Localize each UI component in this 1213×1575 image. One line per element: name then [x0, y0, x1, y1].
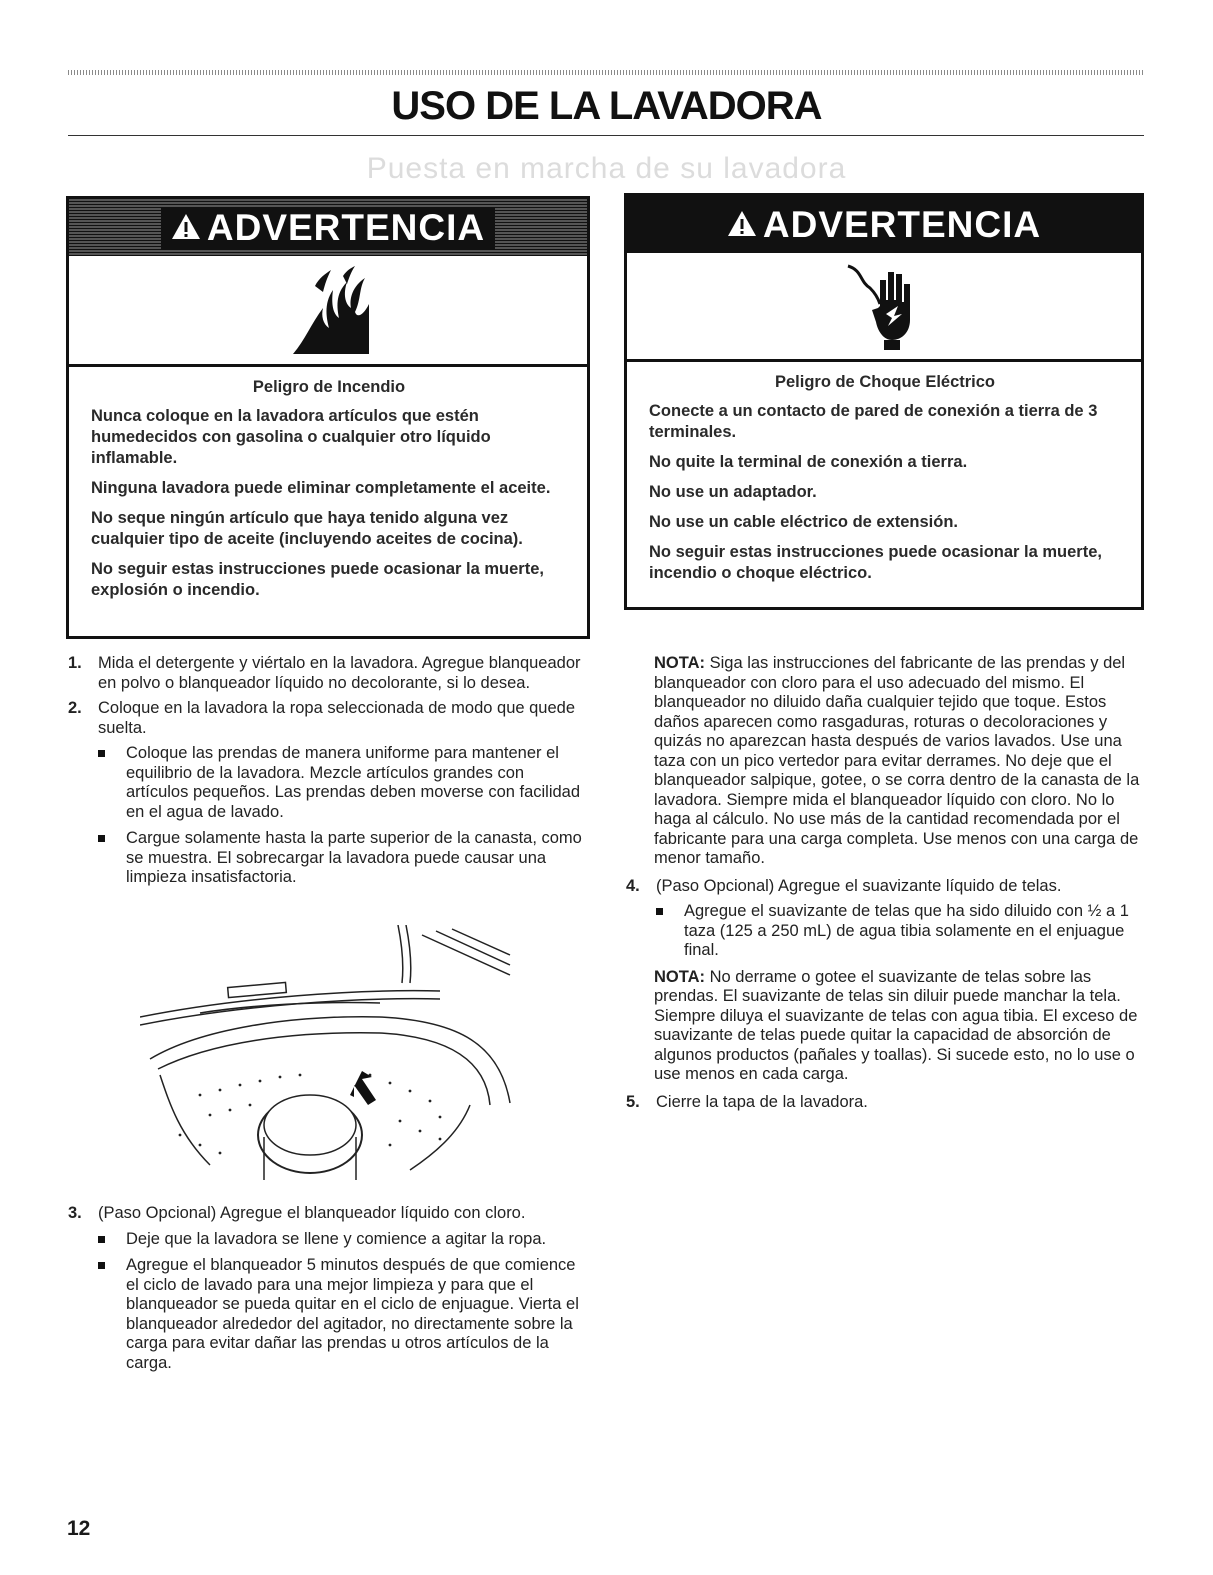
shock-warning-box — [624, 193, 1144, 610]
hazard-title: Peligro de Choque Eléctrico — [774, 373, 996, 391]
step-number: 5. — [626, 1092, 640, 1111]
left-column-step3 — [68, 1204, 588, 1380]
bullet-text: Agregue el suavizante de telas que ha sido diluido con ½ a 1 taza (125 a 250 mL) de agua tibia solamente en el enjuague final. — [684, 902, 1129, 959]
page-number: 12 — [67, 1517, 91, 1540]
warning-heading: ADVERTENCIA — [762, 203, 1042, 245]
step-text: (Paso Opcional) Agregue el suavizante líquido de telas. — [656, 876, 1062, 895]
left-column-steps — [68, 654, 588, 895]
warning-heading: ADVERTENCIA — [206, 206, 486, 248]
washer-basket-illustration — [140, 925, 520, 1180]
warning-line: No seque ningún artículo que haya tenido alguna vez cualquier tipo de aceite (incluyendo aceites de cocina). — [91, 509, 523, 548]
step-number: 2. — [68, 699, 82, 717]
shock-warning-text — [627, 362, 1141, 584]
electric-shock-icon — [844, 260, 924, 352]
bullet-square-icon — [98, 1236, 105, 1243]
warning-line: No use un adaptador. — [649, 483, 817, 501]
fire-icon-area — [69, 256, 587, 367]
warning-line: No quite la terminal de conexión a tierra. — [649, 453, 968, 471]
page-title: USO DE LA LAVADORA — [391, 84, 822, 128]
warning-line: Ninguna lavadora puede eliminar completamente el aceite. — [91, 479, 551, 497]
section-subtitle: Puesta en marcha de su lavadora — [366, 152, 847, 185]
step-5 — [626, 1093, 1146, 1113]
bullet-square-icon — [98, 750, 105, 757]
nota-label: NOTA: — [654, 654, 706, 672]
bullet-item — [626, 902, 1146, 961]
bullet-item — [68, 1256, 588, 1373]
right-column-steps — [626, 654, 1146, 1118]
bullet-square-icon — [98, 835, 105, 842]
shock-icon-area — [627, 253, 1141, 362]
title-rule — [68, 135, 1144, 136]
step-3 — [68, 1204, 588, 1224]
bullet-item — [68, 829, 588, 888]
fire-warning-text — [69, 367, 587, 601]
step-1 — [68, 654, 588, 693]
nota-paragraph — [626, 968, 1146, 1085]
step-2 — [68, 699, 588, 738]
bullet-item — [68, 1230, 588, 1250]
step-text: (Paso Opcional) Agregue el blanqueador líquido con cloro. — [98, 1204, 526, 1222]
hazard-title: Peligro de Incendio — [252, 378, 406, 396]
bullet-square-icon — [656, 908, 663, 915]
nota-text: Siga las instrucciones del fabricante de las prendas y del blanqueador con cloro para el uso adecuado del mismo. El blanqueador no diluido daña cualquier tejido que toque. Estos daños aparecen como rasgaduras, roturas o decoloraciones y quizás no aparezcan hasta después de varios lavados. Use una taza con un pico vertedor para evitar derrames. No deje que el blanqueador salpique, gotee, o se corra dentro de la canasta de la lavadora. Siempre mida el blanqueador líquido con cloro. No lo haga al cálculo. No use más de la cantidad recomendada por el fabricante para una carga completa. Use menos con una carga de menor tamaño. — [654, 654, 1140, 867]
bullet-text: Deje que la lavadora se llene y comience a agitar la ropa. — [126, 1229, 547, 1248]
step-text: Mida el detergente y viértalo en la lavadora. Agregue blanqueador en polvo o blanqueador líquido no decolorante, si lo desea. — [98, 654, 581, 692]
bullet-text: Agregue el blanqueador 5 minutos después de que comience el ciclo de lavado para una mejor limpieza y para que el blanqueador se pueda quitar en el ciclo de enjuague. Vierta el blanqueador alrededor del agitador, no directamente sobre la carga para evitar dañar las prendas u otros artículos de la carga. — [126, 1256, 579, 1372]
warning-line: Conecte a un contacto de pared de conexión a tierra de 3 terminales. — [649, 402, 1098, 441]
step-4 — [626, 877, 1146, 897]
step-number: 1. — [68, 654, 82, 672]
bullet-text: Coloque las prendas de manera uniforme para mantener el equilibrio de la lavadora. Mezcle artículos grandes con artículos pequeños. Las prendas deben moverse con facilidad en el agua de lavado. — [126, 744, 581, 821]
nota-label: NOTA: — [654, 967, 706, 986]
arrow-icon — [350, 1071, 376, 1105]
warning-header — [69, 199, 587, 256]
step-number: 4. — [626, 876, 640, 895]
warning-line: No seguir estas instrucciones puede ocasionar la muerte, incendio o choque eléctrico. — [649, 543, 1102, 582]
fire-icon — [285, 264, 371, 356]
bullet-square-icon — [98, 1262, 105, 1269]
nota-paragraph — [626, 654, 1146, 869]
step-number: 3. — [68, 1204, 82, 1222]
warning-line: No use un cable eléctrico de extensión. — [649, 513, 959, 531]
bullet-item — [68, 744, 588, 822]
warning-line: No seguir estas instrucciones puede ocasionar la muerte, explosión o incendio. — [91, 560, 544, 599]
bullet-text: Cargue solamente hasta la parte superior de la canasta, como se muestra. El sobrecargar la lavadora puede causar una limpieza insatisfactoria. — [126, 829, 582, 886]
warning-triangle-icon — [171, 213, 201, 240]
warning-triangle-icon — [727, 210, 757, 237]
step-text: Cierre la tapa de la lavadora. — [656, 1092, 868, 1111]
nota-text: No derrame o gotee el suavizante de telas sobre las prendas. El suavizante de telas sin diluir puede manchar la tela. Siempre diluya el suavizante de telas con agua tibia. El exceso de suavizante de telas puede quitar la capacidad de absorción de algunos productos (pañales y toallas). Si sucede esto, no lo use o use menos en cada carga. — [654, 967, 1138, 1083]
top-dotted-rule — [68, 70, 1144, 75]
step-text: Coloque en la lavadora la ropa seleccionada de modo que quede suelta. — [98, 699, 576, 737]
warning-line: Nunca coloque en la lavadora artículos que estén humedecidos con gasolina o cualquier otro líquido inflamable. — [91, 407, 491, 467]
warning-header — [627, 196, 1141, 253]
fire-warning-box — [66, 196, 590, 639]
